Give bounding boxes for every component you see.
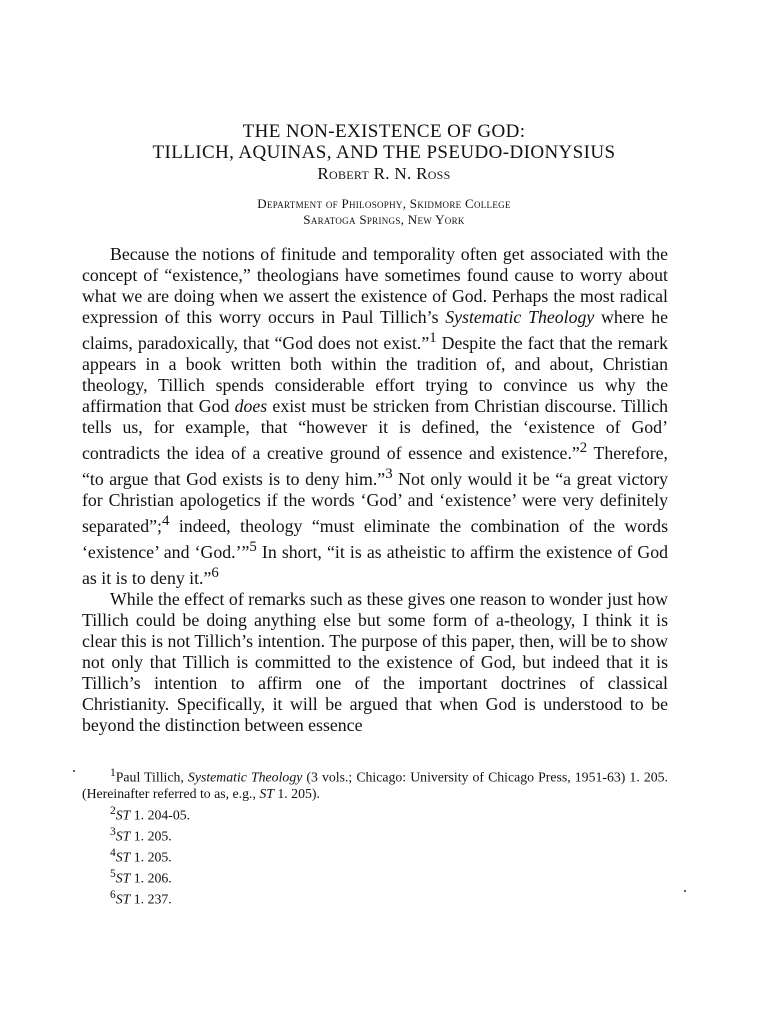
footnote-abbrev: ST (115, 828, 131, 844)
article-title-line-1: THE NON-EXISTENCE OF GOD: (242, 121, 526, 142)
p1-text: exist must be stricken from Christian discourse. Tillich tells us, for example, that “however it is defined, the ‘existence of God’ contradicts the idea of a creative ground of essence and existence.” (82, 395, 669, 463)
footnote-text: 1. 205). (273, 786, 320, 802)
footnote-abbrev: ST (115, 807, 131, 823)
footnote-ref-6: 6 (211, 564, 219, 581)
footnote-text: Paul Tillich, (115, 769, 188, 785)
body-paragraph-1 (82, 244, 668, 589)
footnote-number: 5 (110, 867, 116, 880)
footnote-ref-3: 3 (385, 465, 393, 482)
footnote-number: 6 (110, 888, 116, 901)
footnotes (82, 765, 668, 908)
p1-text: Despite the fact that the remark appears in a book written both within the tradition of, and about, Christian theology, Tillich spends considerable effort trying to convince us why the affirmation that God (82, 332, 669, 416)
article-body (82, 244, 668, 736)
footnote-number: 2 (110, 804, 116, 817)
p1-text: In short, “it is as atheistic to affirm the existence of God as it is to deny it.” (82, 541, 668, 588)
footnote-abbrev: ST (115, 870, 131, 886)
footnote-abbrev: ST (115, 849, 131, 865)
footnote-ref-1: 1 (429, 330, 437, 346)
footnote-text: 1. 205. (130, 849, 172, 865)
p1-book-title: Systematic Theology (445, 307, 595, 327)
footnote-5 (82, 866, 668, 887)
scan-speck (73, 770, 75, 772)
footnote-2 (82, 803, 668, 824)
footnote-6 (82, 887, 668, 908)
footnote-number: 4 (110, 846, 116, 859)
author-name: Robert R. N. Ross (317, 164, 451, 183)
footnote-ref-2: 2 (579, 439, 588, 456)
p1-text: indeed, theology “must eliminate the combination of the words ‘existence’ and ‘God.’” (82, 515, 668, 562)
footnote-text: 1. 205. (130, 828, 172, 844)
footnote-text: 1. 237. (130, 891, 172, 907)
p1-text: Because the notions of finitude and temporality often get associated with the concept of “existence,” theologians have sometimes found cause to worry about what we are doing when we assert the existence of God. Perhaps the most radical expression of this worry occurs in Paul Tillich’s (82, 244, 668, 327)
footnote-3 (82, 824, 668, 845)
article-title-line-2: TILLICH, AQUINAS, AND THE PSEUDO-DIONYSIUS (152, 142, 616, 163)
p1-text: Not only would it be “a great victory for Christian apologetics if the words ‘God’ and ‘existence’ were very definitely separated”; (82, 468, 669, 536)
body-paragraph-2: While the effect of remarks such as these gives one reason to wonder just how Tillich could be doing anything else but some form of a-theology, I think it is clear this is not Tillich’s intention. The purpose of this paper, then, will be to show not only that Tillich is committed to the existence of God, but indeed that it is Tillich’s intention to affirm one of the important doctrines of classical Christianity. Specifically, it will be argued that when God is understood to be beyond the distinction between essence (82, 588, 668, 735)
footnote-abbrev: ST (115, 891, 131, 907)
footnote-number: 1 (110, 767, 116, 779)
scan-speck (684, 890, 686, 892)
footnote-book-title: Systematic Theology (187, 769, 303, 785)
footnote-ref-5: 5 (249, 538, 257, 555)
footnote-abbrev: ST (259, 786, 274, 802)
footnote-1 (82, 765, 668, 803)
footnote-number: 3 (110, 825, 116, 838)
footnote-text: 1. 204-05. (130, 807, 191, 823)
p1-text: where he claims, paradoxically, that “God does not exist.” (82, 307, 668, 353)
p1-text: Therefore, “to argue that God exists is to deny him.” (82, 442, 668, 489)
footnote-ref-4: 4 (161, 512, 170, 529)
affiliation-department: Department of Philosophy, Skidmore College (257, 196, 511, 211)
footnote-text: (3 vols.; Chicago: University of Chicago Press, 1951-63) 1. 205. (Hereinafter referred to as, e.g., (82, 769, 668, 802)
footnote-4 (82, 845, 668, 866)
p1-emphasis: does (234, 395, 268, 416)
affiliation-location: Saratoga Springs, New York (303, 212, 465, 227)
footnote-text: 1. 206. (130, 870, 172, 886)
